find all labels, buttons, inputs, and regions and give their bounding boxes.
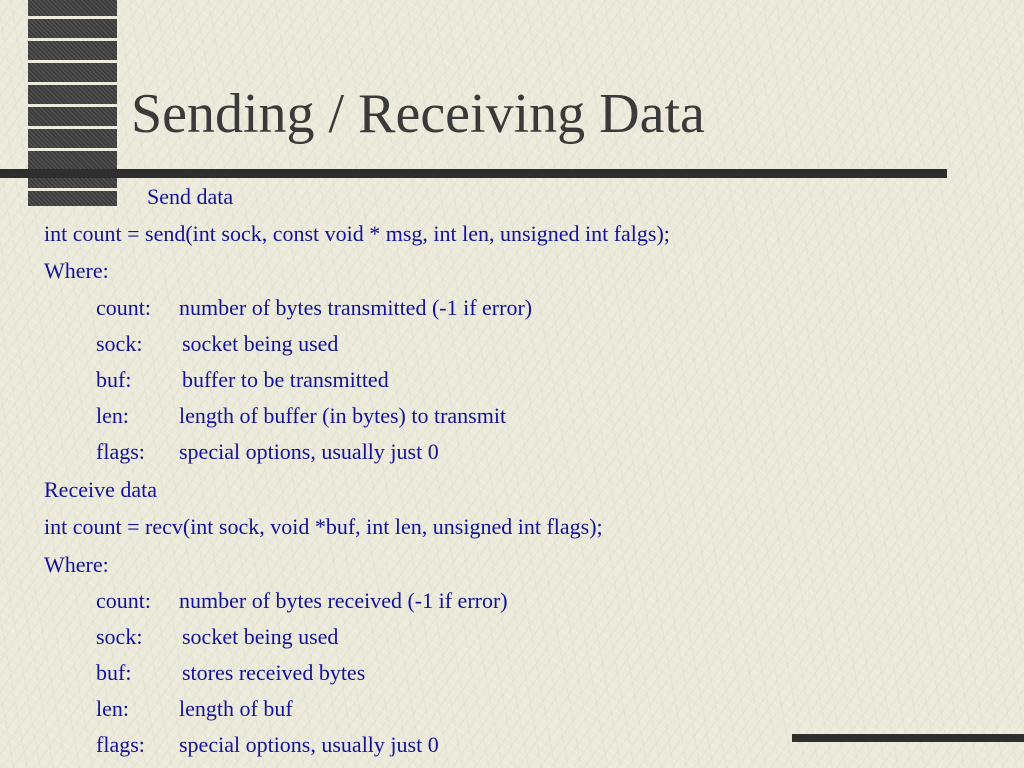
send-param-len — [96, 403, 507, 428]
send-param-flags — [96, 439, 439, 464]
param-name: sock: — [96, 331, 143, 356]
receive-param-flags — [96, 732, 439, 757]
send-param-count — [96, 295, 533, 320]
param-name: count: — [96, 588, 151, 613]
param-desc: socket being used — [182, 624, 339, 649]
param-desc: length of buffer (in bytes) to transmit — [179, 403, 507, 428]
receive-heading: Receive data — [44, 477, 157, 502]
send-heading: Send data — [147, 184, 234, 209]
param-name: sock: — [96, 624, 143, 649]
param-name: count: — [96, 295, 151, 320]
slide-title: Sending / Receiving Data — [131, 83, 705, 145]
param-desc: special options, usually just 0 — [179, 732, 439, 757]
param-name: buf: — [96, 660, 132, 685]
param-desc: special options, usually just 0 — [179, 439, 439, 464]
title-divider — [0, 169, 947, 178]
send-param-sock — [96, 331, 339, 356]
param-name: flags: — [96, 439, 145, 464]
receive-signature: int count = recv(int sock, void *buf, int len, unsigned int flags); — [44, 514, 603, 539]
send-param-buf — [96, 367, 389, 392]
receive-param-buf — [96, 660, 366, 685]
bottom-divider — [792, 734, 1024, 742]
param-desc: number of bytes transmitted (-1 if error) — [179, 295, 533, 320]
receive-param-sock — [96, 624, 339, 649]
param-name: buf: — [96, 367, 132, 392]
receive-param-count — [96, 588, 508, 613]
param-desc: buffer to be transmitted — [182, 367, 389, 392]
param-desc: length of buf — [179, 696, 293, 721]
param-name: flags: — [96, 732, 145, 757]
param-name: len: — [96, 403, 129, 428]
send-where-label: Where: — [44, 258, 109, 283]
receive-param-len — [96, 696, 293, 721]
param-name: len: — [96, 696, 129, 721]
param-desc: number of bytes received (-1 if error) — [179, 588, 508, 613]
send-signature: int count = send(int sock, const void * msg, int len, unsigned int falgs); — [44, 221, 670, 246]
receive-where-label: Where: — [44, 552, 109, 577]
param-desc: socket being used — [182, 331, 339, 356]
param-desc: stores received bytes — [182, 660, 366, 685]
